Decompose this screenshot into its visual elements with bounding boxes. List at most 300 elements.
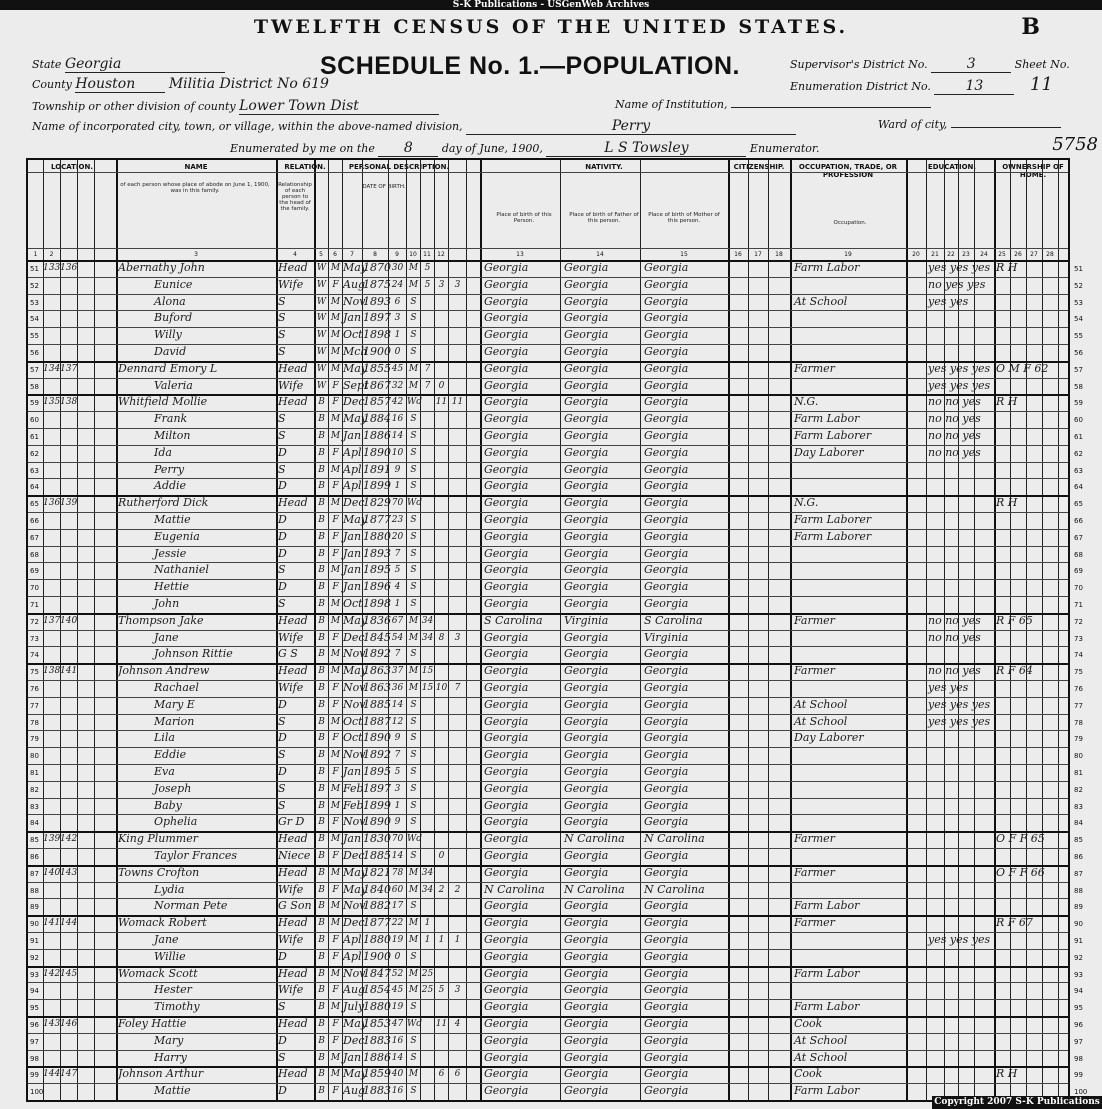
person-name: Womack Robert <box>118 916 207 930</box>
birthplace: Georgia <box>484 1084 529 1098</box>
birth-year: 1854 <box>363 983 391 997</box>
mother-birthplace: Georgia <box>644 714 689 728</box>
line-number: 73 <box>30 634 39 643</box>
color: B <box>318 783 325 794</box>
person-name: Frank <box>154 412 188 426</box>
column-number: 18 <box>775 251 783 258</box>
line-number-right: 80 <box>1074 752 1083 761</box>
line-number-right: 79 <box>1074 735 1083 744</box>
color: B <box>318 582 325 593</box>
years-married: 7 <box>424 363 431 374</box>
line-number-right: 83 <box>1074 802 1083 811</box>
column-number: 27 <box>1030 251 1038 258</box>
relation: S <box>278 798 286 812</box>
children-born: 5 <box>438 985 445 996</box>
mother-birthplace: Georgia <box>644 983 689 997</box>
line-number-right: 57 <box>1074 365 1083 374</box>
birth-month: Feb <box>343 798 364 812</box>
father-birthplace: Georgia <box>564 1067 609 1081</box>
line-number: 60 <box>30 416 39 425</box>
line-number-right: 54 <box>1074 315 1083 324</box>
line-number: 74 <box>30 651 39 660</box>
marital-status: S <box>410 330 417 341</box>
person-name: Mary <box>154 1033 184 1047</box>
relation: D <box>278 529 287 543</box>
mother-birthplace: Georgia <box>644 815 689 829</box>
birth-year: 1895 <box>363 563 391 577</box>
marital-status: S <box>410 515 417 525</box>
sex: M <box>330 901 341 912</box>
color: B <box>318 531 325 542</box>
birthplace: Georgia <box>484 328 529 342</box>
person-name: Addie <box>154 479 187 493</box>
father-birthplace: Georgia <box>564 1033 609 1047</box>
relation: Head <box>278 664 308 678</box>
father-birthplace: Georgia <box>564 345 609 358</box>
mother-birthplace: Georgia <box>644 345 689 358</box>
birth-year: 1890 <box>363 445 391 459</box>
relation: D <box>278 697 287 711</box>
marital-status: M <box>408 683 419 693</box>
birth-month: May <box>343 865 368 879</box>
relation: D <box>278 765 287 778</box>
mother-birthplace: Georgia <box>644 261 689 274</box>
person-name: Johnson Arthur <box>118 1067 204 1081</box>
father-birthplace: Virginia <box>564 613 609 627</box>
mother-birthplace: Georgia <box>644 412 689 426</box>
birth-month: Mch <box>343 345 368 358</box>
enumeration-value: 13 <box>934 78 1014 95</box>
relation: S <box>278 563 286 577</box>
mother-birthplace: Georgia <box>644 949 689 963</box>
age: 36 <box>391 683 404 693</box>
birth-year: 1884 <box>363 412 391 426</box>
birthplace: Georgia <box>484 261 529 274</box>
birth-year: 1890 <box>363 815 391 829</box>
county-value: Houston <box>75 76 165 93</box>
mother-birthplace: Georgia <box>644 580 689 594</box>
years-married: 15 <box>421 666 434 677</box>
occupation: Farm Labor <box>794 261 860 274</box>
line-number: 67 <box>30 533 39 542</box>
line-number: 85 <box>30 836 39 845</box>
years-married: 5 <box>424 279 431 290</box>
birth-month: Dec <box>343 630 365 644</box>
mother-birthplace: Georgia <box>644 781 689 795</box>
education: yes yes <box>928 294 969 308</box>
mother-birthplace: Georgia <box>644 664 689 678</box>
column-number: 5 <box>319 251 323 258</box>
nativity15-subhead: Place of birth of Mother of this person. <box>648 212 720 224</box>
line-number-right: 61 <box>1074 433 1083 441</box>
occupation: At School <box>794 294 848 308</box>
line-number: 69 <box>30 567 39 576</box>
marital-status: S <box>410 901 417 912</box>
color: B <box>318 985 325 996</box>
occupation: Farmer <box>794 664 835 678</box>
birth-year: 1899 <box>363 798 391 812</box>
color: B <box>318 1002 325 1013</box>
color: B <box>318 397 325 408</box>
birth-month: Nov <box>343 681 366 694</box>
relation: Head <box>278 1067 308 1081</box>
mother-birthplace: Georgia <box>644 311 689 325</box>
line-number: 86 <box>30 853 39 861</box>
mother-birthplace: Georgia <box>644 546 689 560</box>
person-name: Johnson Rittie <box>154 647 233 661</box>
dwelling-number: 134 <box>43 363 61 374</box>
marital-status: S <box>410 716 417 727</box>
person-name: Eugenia <box>154 529 200 543</box>
birthplace: Georgia <box>484 899 529 913</box>
age: 32 <box>391 380 404 391</box>
birthplace: Georgia <box>484 513 529 526</box>
location-heading: LOCATION. <box>50 163 94 171</box>
relation: S <box>278 748 286 762</box>
birth-year: 1867 <box>363 378 391 392</box>
line-number: 75 <box>30 668 39 677</box>
family-number: 143 <box>60 867 78 878</box>
line-number: 96 <box>30 1021 39 1029</box>
years-married: 34 <box>421 884 434 895</box>
years-married: 5 <box>424 263 431 273</box>
marital-status: S <box>410 733 417 744</box>
years-married: 34 <box>421 632 434 643</box>
birth-month: Oct <box>343 597 363 610</box>
color: B <box>318 1086 325 1097</box>
relation: S <box>278 328 286 342</box>
sex: F <box>332 632 339 643</box>
marital-status: S <box>410 649 417 660</box>
birth-month: Jan <box>343 1050 362 1064</box>
birth-month: Jan <box>343 832 362 846</box>
birth-month: Jan <box>343 529 362 543</box>
birth-year: 1893 <box>363 294 391 308</box>
age: 12 <box>391 716 404 727</box>
mother-birthplace: Georgia <box>644 933 689 946</box>
sex: M <box>330 565 341 576</box>
birth-year: 1880 <box>363 1000 391 1014</box>
age: 14 <box>391 851 404 861</box>
mother-birthplace: Georgia <box>644 462 689 476</box>
sex: F <box>332 531 339 542</box>
family-number: 136 <box>60 263 78 273</box>
father-birthplace: Georgia <box>564 966 609 980</box>
color: B <box>318 666 325 677</box>
color: B <box>318 767 325 777</box>
birth-month: Nov <box>343 294 366 308</box>
margin-number: 5758 <box>1052 134 1098 155</box>
person-name: Jane <box>154 933 179 946</box>
line-number: 51 <box>30 265 39 273</box>
column-number: 1 <box>33 251 38 258</box>
age: 7 <box>394 649 401 660</box>
father-birthplace: Georgia <box>564 781 609 795</box>
marital-status: S <box>410 565 417 576</box>
line-number: 70 <box>30 584 39 593</box>
dwelling-number: 142 <box>43 968 61 979</box>
mother-birthplace: Georgia <box>644 765 689 778</box>
line-number: 79 <box>30 735 39 744</box>
children-born: 2 <box>438 884 445 895</box>
relation: D <box>278 949 287 963</box>
birth-month: Aug <box>343 983 366 997</box>
township-label: Township or other division of county <box>32 100 236 113</box>
family-number: 140 <box>60 615 78 626</box>
sex: F <box>332 515 339 525</box>
birth-month: Apl <box>343 933 362 946</box>
birthplace: Georgia <box>484 496 529 510</box>
line-number: 95 <box>30 1004 39 1013</box>
birth-month: Nov <box>343 647 366 661</box>
birthplace: Georgia <box>484 597 529 610</box>
mother-birthplace: Georgia <box>644 748 689 762</box>
column-number: 7 <box>350 251 354 258</box>
incorporated-line <box>32 118 796 135</box>
line-number-right: 93 <box>1074 970 1083 979</box>
person-name: John <box>154 597 180 610</box>
color: B <box>318 817 325 828</box>
father-birthplace: Georgia <box>564 563 609 577</box>
education: no no yes <box>928 630 981 644</box>
line-number-right: 95 <box>1074 1004 1083 1013</box>
birth-year: 1880 <box>363 529 391 543</box>
family-number: 137 <box>60 363 78 374</box>
sex: M <box>330 800 341 811</box>
color: B <box>318 733 325 744</box>
father-birthplace: Georgia <box>564 462 609 476</box>
occupation: Day Laborer <box>794 731 864 745</box>
marital-status: S <box>410 447 417 458</box>
occupation: Farm Laborer <box>794 529 872 543</box>
age: 4 <box>394 582 401 593</box>
relation: S <box>278 311 286 325</box>
birthplace: Georgia <box>484 849 529 862</box>
marital-status: Wd <box>407 834 423 845</box>
years-married: 34 <box>421 615 434 626</box>
relation: S <box>278 345 286 358</box>
ownership: O M F 62 <box>996 361 1049 375</box>
mother-birthplace: Georgia <box>644 731 689 745</box>
age: 14 <box>391 1052 404 1063</box>
relation: D <box>278 513 287 526</box>
birth-year: 1899 <box>363 479 391 493</box>
line-number-right: 96 <box>1074 1021 1083 1029</box>
occupation: Cook <box>794 1017 823 1030</box>
incorporated-label: Name of incorporated city, town, or village, within the above-named division, <box>32 120 463 133</box>
relation: D <box>278 479 287 493</box>
ownership: R F 65 <box>996 613 1033 627</box>
mother-birthplace: Georgia <box>644 361 689 375</box>
birth-month: Apl <box>343 479 362 493</box>
line-number-right: 90 <box>1074 920 1083 929</box>
line-number-right: 59 <box>1074 399 1083 408</box>
father-birthplace: Georgia <box>564 445 609 459</box>
mother-birthplace: Georgia <box>644 429 689 442</box>
children-born: 11 <box>435 397 448 408</box>
occupation: Farm Labor <box>794 899 860 913</box>
age: 16 <box>391 1086 404 1097</box>
father-birthplace: Georgia <box>564 681 609 694</box>
line-number-right: 52 <box>1074 281 1083 290</box>
mother-birthplace: Georgia <box>644 849 689 862</box>
sex: M <box>330 347 341 357</box>
sex: F <box>332 548 339 559</box>
age: 14 <box>391 699 404 710</box>
education: yes yes yes <box>928 697 991 711</box>
color: B <box>318 918 325 929</box>
birthplace: Georgia <box>484 697 529 711</box>
dwelling-number: 141 <box>43 918 61 929</box>
occupation: At School <box>794 1050 848 1064</box>
column-number: 20 <box>912 251 920 258</box>
color: B <box>318 481 325 492</box>
age: 1 <box>394 800 401 811</box>
relation: Wife <box>278 983 304 997</box>
name-heading: NAME <box>184 163 208 171</box>
birthplace: Georgia <box>484 748 529 762</box>
father-birthplace: Georgia <box>564 933 609 946</box>
father-birthplace: Georgia <box>564 731 609 745</box>
color: B <box>318 968 325 979</box>
person-name: Baby <box>154 798 182 812</box>
father-birthplace: Georgia <box>564 429 609 442</box>
enumeration-label: Enumeration District No. <box>790 80 931 93</box>
relation: Head <box>278 1017 308 1030</box>
children-born: 11 <box>435 1019 448 1029</box>
mother-birthplace: N Carolina <box>644 832 705 846</box>
birthplace: Georgia <box>484 647 529 661</box>
line-number-right: 77 <box>1074 701 1083 710</box>
person-name: Lydia <box>154 882 185 896</box>
relation: Head <box>278 496 308 510</box>
education: yes yes <box>928 681 969 694</box>
family-number: 139 <box>60 498 78 509</box>
father-birthplace: Georgia <box>564 597 609 610</box>
line-number: 97 <box>30 1037 39 1046</box>
birth-year: 1897 <box>363 781 391 795</box>
marital-status: S <box>410 599 417 609</box>
birth-month: Nov <box>343 748 366 762</box>
sex: F <box>332 279 339 290</box>
birthplace: Georgia <box>484 681 529 694</box>
birth-month: Dec <box>343 395 365 409</box>
color: B <box>318 699 325 710</box>
citizenship-heading: CITIZENSHIP. <box>733 163 785 171</box>
mother-birthplace: Georgia <box>644 597 689 610</box>
relation: D <box>278 445 287 459</box>
column-number: 14 <box>596 251 604 258</box>
person-name: Rutherford Dick <box>118 496 209 510</box>
person-name: Marion <box>154 714 195 728</box>
line-number: 78 <box>30 718 39 727</box>
mother-birthplace: Georgia <box>644 865 689 879</box>
sex: F <box>332 683 339 693</box>
age: 3 <box>394 313 401 324</box>
mother-birthplace: Georgia <box>644 445 689 459</box>
sex: F <box>332 817 339 828</box>
father-birthplace: Georgia <box>564 697 609 711</box>
age: 45 <box>391 363 404 374</box>
supervisor-value: 3 <box>931 56 1011 73</box>
color: W <box>316 263 327 273</box>
sex: F <box>332 733 339 744</box>
line-number-right: 88 <box>1074 886 1083 895</box>
sex: F <box>332 481 339 492</box>
color: B <box>318 1052 325 1063</box>
relation-heading: RELATION. <box>284 163 326 171</box>
person-name: Foley Hattie <box>118 1017 187 1030</box>
line-number-right: 63 <box>1074 466 1083 475</box>
sex: M <box>330 666 341 677</box>
color: B <box>318 498 325 509</box>
mother-birthplace: Georgia <box>644 1050 689 1064</box>
color: W <box>316 380 327 391</box>
line-number: 100 <box>30 1088 44 1097</box>
sex: F <box>332 397 339 408</box>
sex: F <box>332 582 339 593</box>
line-number-right: 94 <box>1074 987 1083 996</box>
occupation: Farm Labor <box>794 966 860 980</box>
father-birthplace: Georgia <box>564 328 609 342</box>
marital-status: S <box>410 800 417 811</box>
birth-year: 1891 <box>363 462 391 476</box>
age: 45 <box>391 985 404 996</box>
marital-status: S <box>410 531 417 542</box>
education: yes yes yes <box>928 361 991 375</box>
birthplace: Georgia <box>484 395 529 409</box>
sex: M <box>330 649 341 660</box>
birth-month: Nov <box>343 815 366 829</box>
color: W <box>316 279 327 290</box>
marital-status: M <box>408 867 419 878</box>
column-number: 13 <box>516 251 524 258</box>
township-line <box>32 98 439 115</box>
line-number: 87 <box>30 869 39 878</box>
children-born: 10 <box>435 683 448 693</box>
birth-month: Jan <box>343 563 362 577</box>
sex: M <box>330 363 341 374</box>
occupation: Farmer <box>794 832 835 846</box>
age: 47 <box>391 1019 404 1029</box>
father-birthplace: Georgia <box>564 546 609 560</box>
mother-birthplace: Georgia <box>644 681 689 694</box>
population-table <box>26 158 1088 1102</box>
birth-month: May <box>343 1017 368 1030</box>
birth-year: 1890 <box>363 731 391 745</box>
ownership: R H <box>996 395 1018 409</box>
birthplace: Georgia <box>484 294 529 308</box>
occupation: Farm Labor <box>794 1084 860 1098</box>
age: 37 <box>391 666 404 677</box>
column-number: 6 <box>333 251 337 258</box>
birthplace: Georgia <box>484 479 529 493</box>
sex: F <box>332 951 339 962</box>
father-birthplace: Georgia <box>564 916 609 930</box>
age: 17 <box>391 901 404 912</box>
mother-birthplace: Georgia <box>644 328 689 342</box>
line-number-right: 97 <box>1074 1037 1083 1046</box>
line-number-right: 65 <box>1074 500 1083 509</box>
enumerated-month: day of June, 1900, <box>441 142 543 155</box>
birth-year: 1900 <box>363 345 391 358</box>
marital-status: M <box>408 1069 419 1080</box>
supervisor-label: Supervisor's District No. <box>790 58 928 71</box>
county-label: County <box>32 78 72 91</box>
sex: M <box>330 1069 341 1080</box>
line-number: 71 <box>30 601 39 609</box>
person-name: Milton <box>154 429 191 442</box>
